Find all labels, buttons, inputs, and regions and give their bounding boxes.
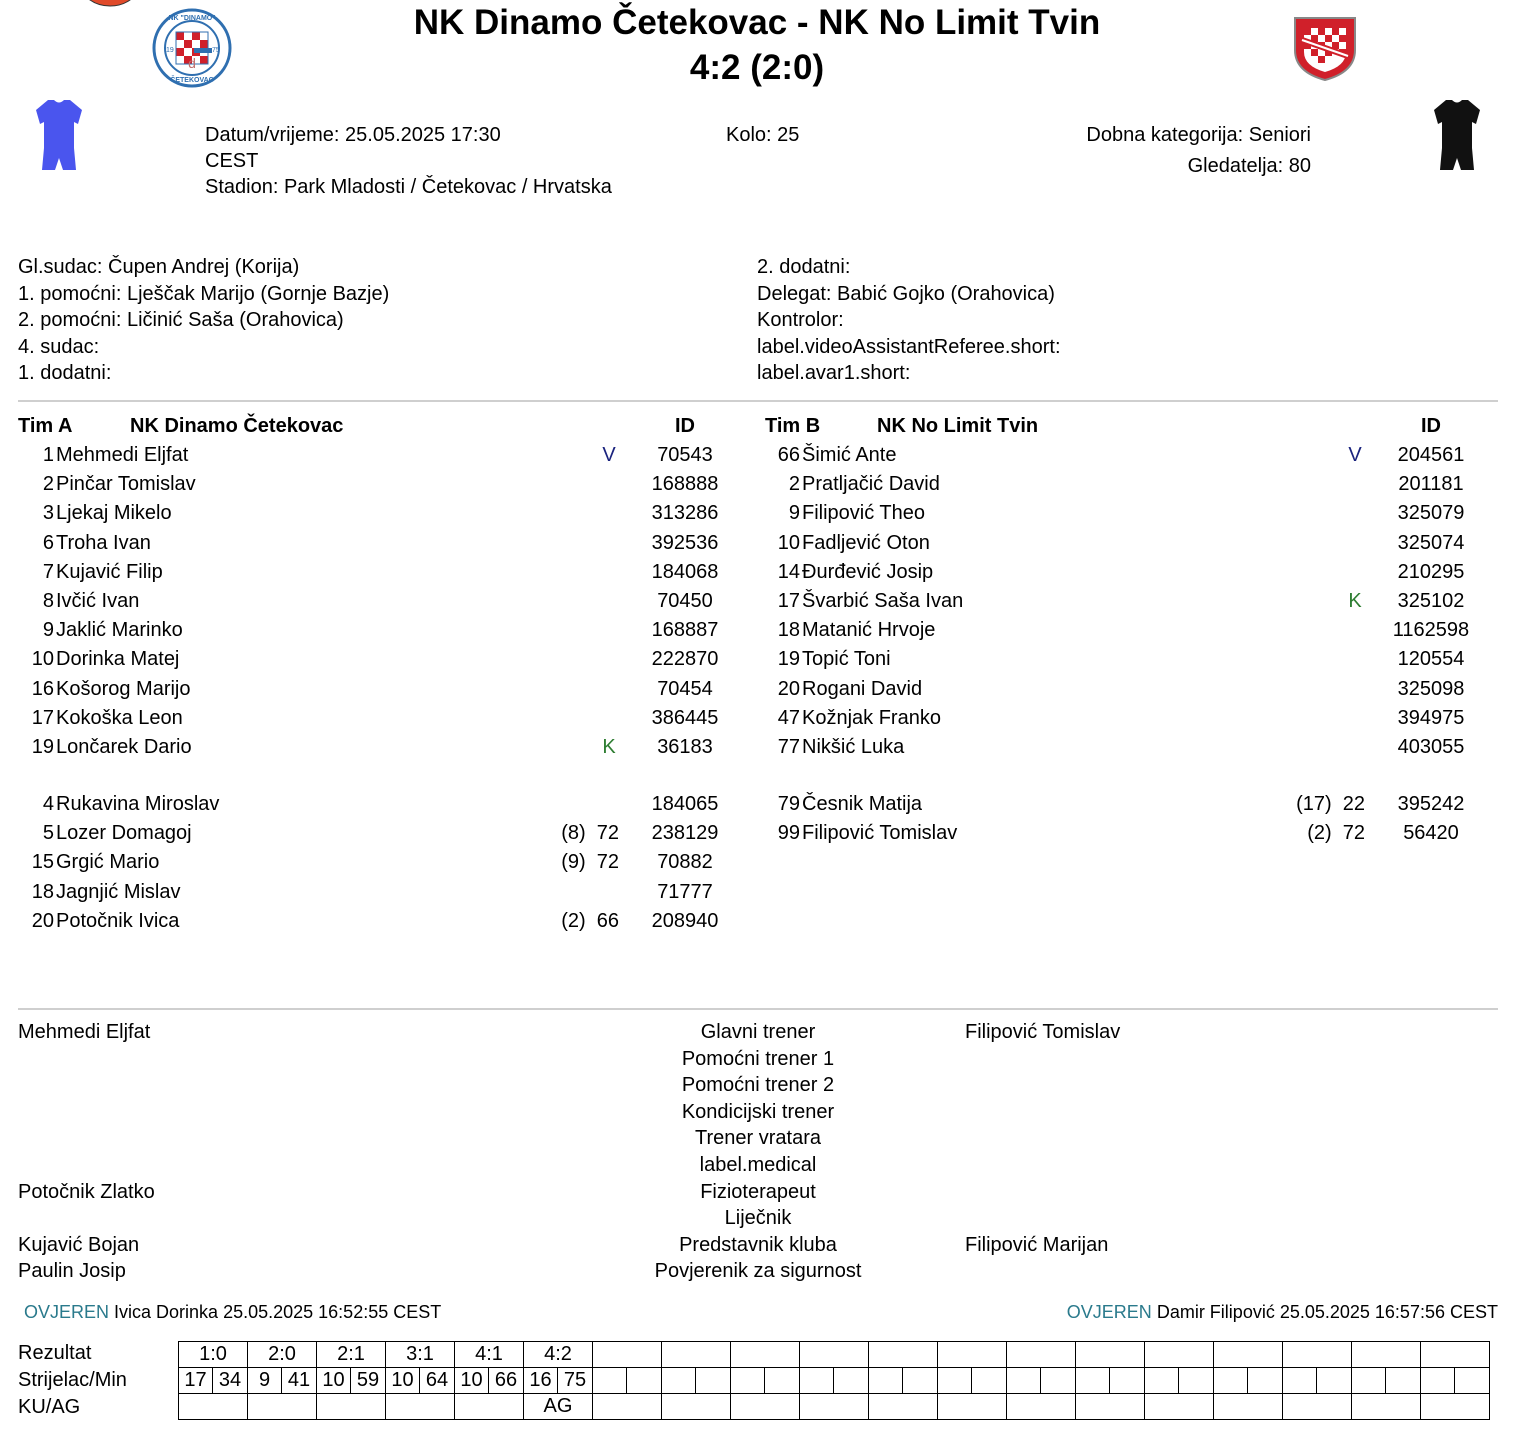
official-var: label.videoAssistantReferee.short: [757,335,1061,358]
official-avar: label.avar1.short: [757,362,911,384]
team-b-player-id: 325074 [1397,531,1465,554]
result-minute-cell [1386,1368,1421,1394]
team-b-player-row [0,704,1514,733]
result-minute-cell [972,1368,1007,1394]
team-b-player-name: Švarbić Saša Ivan [802,590,964,612]
team-b-player-row [0,470,1514,499]
results-table [178,1341,1490,1420]
staff-role: Fizioterapeut [700,1180,816,1203]
team-a-player-id: 208940 [651,909,719,932]
match-timezone: CEST [205,150,259,172]
team-a-name: NK Dinamo Četekovac [130,415,344,437]
result-minute-cell: 64 [420,1368,455,1394]
verification-home [24,1302,441,1323]
result-minute-cell [903,1368,938,1394]
result-score-cell [1145,1342,1214,1368]
result-minute-cell [1041,1368,1076,1394]
result-note-cell [455,1394,524,1420]
team-b-player-id: 325102 [1397,590,1465,612]
results-label-kuag: KU/AG [18,1396,81,1418]
team-b-player-id: 325079 [1397,502,1465,525]
team-b-player-name: Nikšić Luka [802,736,905,758]
result-score-cell: 2:0 [248,1342,317,1368]
result-score-cell [800,1342,869,1368]
team-a-player-name: Kujavić Filip [56,560,163,583]
verified-badge-away: OVJEREN [1066,1302,1152,1322]
team-b-player-name: Filipović Tomislav [802,822,958,845]
results-label-score: Rezultat [18,1342,92,1364]
staff-away-person: Filipović Tomislav [965,1021,1121,1043]
team-b-player-id: 395242 [1397,793,1465,815]
result-scorer-cell: 10 [386,1368,420,1394]
team-b-player-mark: K [1348,590,1362,612]
team-a-player-name: Grgić Mario [56,851,160,874]
staff-role: Glavni trener [700,1021,816,1043]
official-fourth-referee: 4. sudac: [18,335,100,358]
match-round: Kolo: 25 [726,124,800,146]
staff-away-person: Filipović Marijan [965,1233,1109,1256]
team-a-player-id: 70882 [657,851,713,874]
team-a-sub-info: (8) 72 [561,822,619,845]
home-logo-text-bottom: ČETEKOVAC [170,77,214,84]
team-b-player-id: 1162598 [1392,619,1470,642]
team-b-player-name: Pratljačić David [802,473,940,496]
result-minute-cell [834,1368,869,1394]
match-stadium: Stadion: Park Mladosti / Četekovac / Hrvatska [205,176,612,198]
home-logo-letter: d [188,55,196,71]
result-score-cell [1352,1342,1421,1368]
match-datetime: Datum/vrijeme: 25.05.2025 17:30 [205,124,501,146]
team-a-sub-row [0,848,1514,877]
team-b-player-row [0,587,1514,616]
team-b-player-name: Matanić Hrvoje [802,619,936,642]
result-note-cell [317,1394,386,1420]
team-b-player-name: Rogani David [802,677,923,700]
result-scorer-cell [1007,1368,1041,1394]
official-controller: Kontrolor: [757,309,844,331]
verified-text-away: Damir Filipović 25.05.2025 16:57:56 CEST [1151,1302,1498,1322]
team-a-player-mark: V [602,444,616,466]
team-a-player-number: 5 [42,822,54,845]
team-a-player-id: 168887 [651,619,719,642]
result-minute-cell: 41 [282,1368,317,1394]
team-b-player-row [0,616,1514,645]
result-scorer-cell: 16 [524,1368,558,1394]
results-row [179,1368,1490,1394]
verified-text-home: Ivica Dorinka 25.05.2025 16:52:55 CEST [109,1302,442,1322]
result-note-cell [800,1394,869,1420]
team-a-player-id: 386445 [651,706,719,729]
home-logo-year-left: 19 [166,47,174,54]
home-kit-icon [32,98,86,176]
staff-home-person: Potočnik Zlatko [18,1180,155,1203]
staff-role: Predstavnik kluba [679,1233,837,1256]
team-a-player-number: 17 [31,706,54,729]
team-a-label: Tim A [18,415,73,437]
result-note-cell [1076,1394,1145,1420]
result-note-cell [1145,1394,1214,1420]
spectators: Gledatelja: 80 [1187,155,1311,177]
team-a-player-id: 184065 [651,793,719,815]
team-b-sub-row [0,819,1514,848]
result-scorer-cell [1283,1368,1317,1394]
result-scorer-cell: 10 [317,1368,351,1394]
result-scorer-cell: 17 [179,1368,213,1394]
divider-officials [18,400,1498,402]
team-a-player-name: Troha Ivan [56,531,151,554]
team-b-player-mark: V [1348,444,1362,466]
team-a-player-number: 1 [42,444,54,466]
team-b-player-number: 99 [777,822,800,845]
result-scorer-cell [593,1368,627,1394]
result-score-cell [662,1342,731,1368]
team-b-player-name: Filipović Theo [802,502,926,525]
result-score-cell [1007,1342,1076,1368]
team-a-player-id: 168888 [651,473,719,496]
result-scorer-cell: 10 [455,1368,489,1394]
result-scorer-cell [938,1368,972,1394]
verification-away [1067,1302,1498,1323]
team-b-sub-info: (17) 22 [1296,793,1365,815]
home-club-logo [152,8,232,88]
divider-staff [18,1008,1498,1010]
team-a-sub-info: (2) 66 [561,909,619,932]
result-note-cell [1007,1394,1076,1420]
result-note-cell [386,1394,455,1420]
team-a-player-name: Ivčić Ivan [56,590,140,612]
result-scorer-cell [731,1368,765,1394]
team-a-sub-row [0,907,1514,936]
staff-role: Trener vratara [695,1127,821,1150]
team-a-player-number: 18 [31,880,54,903]
team-b-player-row [0,529,1514,558]
result-score-cell: 2:1 [317,1342,386,1368]
staff-role: Povjerenik za sigurnost [654,1260,862,1283]
result-minute-cell [1110,1368,1145,1394]
team-b-label: Tim B [765,415,821,437]
match-score: 4:2 (2:0) [689,48,825,87]
officials-right [757,254,1061,387]
results-label-scorer: Strijelac/Min [18,1369,127,1391]
result-note-cell [938,1394,1007,1420]
result-score-cell: 4:1 [455,1342,524,1368]
team-b-player-number: 10 [777,531,800,554]
team-b-player-id: 394975 [1397,706,1465,729]
team-a-player-id: 36183 [657,736,713,758]
team-b-player-row [0,499,1514,528]
team-b-player-number: 17 [777,590,800,612]
team-a-player-name: Jaklić Marinko [56,619,183,642]
away-club-logo [1290,10,1360,82]
staff-home-person: Kujavić Bojan [18,1233,140,1256]
result-scorer-cell [662,1368,696,1394]
result-note-cell [179,1394,248,1420]
team-a-player-number: 8 [42,590,54,612]
team-b-player-number: 2 [788,473,800,496]
team-b-player-number: 19 [777,648,800,671]
team-a-player-number: 16 [31,677,54,700]
team-b-id-header: ID [1421,415,1441,437]
team-a-player-number: 4 [42,793,54,815]
team-a-player-number: 9 [42,619,54,642]
team-b-player-name: Kožnjak Franko [802,706,941,729]
team-a-player-number: 15 [31,851,54,874]
result-note-cell [593,1394,662,1420]
team-b-player-number: 14 [777,560,800,583]
staff-home-person: Mehmedi Eljfat [18,1021,151,1043]
team-a-player-name: Mehmedi Eljfat [56,444,189,466]
staff-role: Liječnik [724,1207,792,1230]
team-b-player-id: 403055 [1397,736,1465,758]
result-note-cell [731,1394,800,1420]
team-a-player-id: 313286 [651,502,719,525]
team-b-player-number: 20 [777,677,800,700]
result-note-cell [869,1394,938,1420]
result-minute-cell [696,1368,731,1394]
home-logo-year-right: 75 [212,47,220,54]
team-a-player-name: Lončarek Dario [56,736,192,758]
result-minute-cell [1317,1368,1352,1394]
result-score-cell [938,1342,1007,1368]
verified-badge-home: OVJEREN [24,1302,110,1322]
age-category: Dobna kategorija: Seniori [1086,124,1311,146]
team-a-sub-row [0,878,1514,907]
team-a-player-id: 238129 [651,822,719,845]
team-a-player-name: Pinčar Tomislav [56,473,196,496]
result-note-cell: AG [524,1394,593,1420]
results-row [179,1394,1490,1420]
team-a-player-name: Lozer Domagoj [56,822,192,845]
staff-role: Pomoćni trener 2 [681,1074,835,1097]
team-b-player-number: 66 [777,444,800,466]
team-a-player-name: Potočnik Ivica [56,909,180,932]
result-scorer-cell [1214,1368,1248,1394]
result-score-cell [1076,1342,1145,1368]
team-b-player-name: Đurđević Josip [802,560,934,583]
team-a-player-id: 392536 [651,531,719,554]
partial-logo-top [70,0,150,10]
team-b-player-id: 210295 [1397,560,1465,583]
team-a-player-id: 222870 [651,648,719,671]
team-b-player-row [0,558,1514,587]
result-note-cell [1421,1394,1490,1420]
result-minute-cell [627,1368,662,1394]
team-b-player-number: 47 [777,706,800,729]
result-scorer-cell [1145,1368,1179,1394]
result-minute-cell [1179,1368,1214,1394]
team-b-player-id: 56420 [1403,822,1459,845]
result-minute-cell: 59 [351,1368,386,1394]
team-b-player-name: Fadljević Oton [802,531,930,554]
result-minute-cell: 34 [213,1368,248,1394]
result-score-cell [731,1342,800,1368]
team-a-player-id: 184068 [651,560,719,583]
result-score-cell: 3:1 [386,1342,455,1368]
result-score-cell [1283,1342,1352,1368]
team-b-player-id: 325098 [1397,677,1465,700]
official-head-referee: Gl.sudac: Čupen Andrej (Korija) [18,256,300,278]
team-a-player-number: 20 [31,909,54,932]
result-scorer-cell [800,1368,834,1394]
result-minute-cell [1455,1368,1490,1394]
result-note-cell [1352,1394,1421,1420]
team-a-player-name: Ljekaj Mikelo [56,502,172,525]
team-a-player-name: Jagnjić Mislav [56,880,181,903]
team-b-player-name: Šimić Ante [802,444,897,466]
match-title: NK Dinamo Četekovac - NK No Limit Tvin [413,3,1101,42]
team-a-player-number: 3 [42,502,54,525]
official-delegate: Delegat: Babić Gojko (Orahovica) [757,282,1055,305]
result-scorer-cell [869,1368,903,1394]
team-b-player-id: 201181 [1398,473,1464,496]
team-a-player-id: 70543 [657,444,713,466]
result-note-cell [1283,1394,1352,1420]
result-score-cell [593,1342,662,1368]
team-b-player-row [0,733,1514,762]
team-b-sub-row [0,790,1514,819]
team-b-player-id: 120554 [1397,648,1465,671]
team-a-player-number: 19 [31,736,54,758]
team-a-id-header: ID [675,415,695,437]
team-a-player-number: 7 [42,560,54,583]
official-additional-1: 1. dodatni: [18,362,112,384]
staff-home-person: Paulin Josip [18,1260,126,1283]
officials-left [18,254,389,387]
team-b-player-number: 79 [777,793,800,815]
team-a-player-id: 70454 [657,677,713,700]
result-score-cell [1214,1342,1283,1368]
result-score-cell [1421,1342,1490,1368]
team-a-player-id: 70450 [657,590,713,612]
team-a-player-name: Kokoška Leon [56,706,183,729]
official-additional-2: 2. dodatni: [757,256,851,278]
team-a-player-name: Košorog Marijo [56,677,191,700]
staff-role: Kondicijski trener [681,1100,835,1123]
results-row [179,1342,1490,1368]
team-b-player-number: 9 [788,502,800,525]
result-score-cell: 4:2 [524,1342,593,1368]
team-b-player-name: Topić Toni [802,648,891,671]
home-logo-text-top: NK "DINAMO" [168,15,216,22]
team-b-player-number: 18 [777,619,800,642]
team-a-player-name: Rukavina Miroslav [56,793,220,815]
result-scorer-cell [1076,1368,1110,1394]
result-minute-cell [1248,1368,1283,1394]
result-minute-cell [765,1368,800,1394]
result-score-cell: 1:0 [179,1342,248,1368]
result-scorer-cell [1352,1368,1386,1394]
away-kit-icon [1430,98,1484,176]
result-scorer-cell: 9 [248,1368,282,1394]
team-b-player-row [0,675,1514,704]
team-a-player-number: 2 [42,473,54,496]
team-a-player-id: 71777 [657,880,713,903]
team-a-player-mark: K [602,736,616,758]
team-b-player-id: 204561 [1397,444,1465,466]
team-a-player-number: 6 [42,531,54,554]
team-a-sub-info: (9) 72 [561,851,619,874]
team-b-player-number: 77 [777,736,800,758]
result-note-cell [1214,1394,1283,1420]
team-b-player-row [0,645,1514,674]
team-b-sub-info: (2) 72 [1307,822,1365,845]
result-note-cell [662,1394,731,1420]
official-assistant-1: 1. pomoćni: Lješčak Marijo (Gornje Bazje) [18,282,390,305]
result-minute-cell: 75 [558,1368,593,1394]
result-score-cell [869,1342,938,1368]
official-assistant-2: 2. pomoćni: Ličinić Saša (Orahovica) [18,309,344,331]
team-b-player-row [0,441,1514,470]
team-a-player-name: Dorinka Matej [56,648,180,671]
team-b-player-name: Česnik Matija [802,793,923,815]
result-scorer-cell [1421,1368,1455,1394]
staff-role: label.medical [699,1154,817,1176]
team-b-name: NK No Limit Tvin [877,415,1039,437]
result-note-cell [248,1394,317,1420]
staff-role: Pomoćni trener 1 [681,1047,835,1070]
team-a-player-number: 10 [31,648,54,671]
result-minute-cell: 66 [489,1368,524,1394]
